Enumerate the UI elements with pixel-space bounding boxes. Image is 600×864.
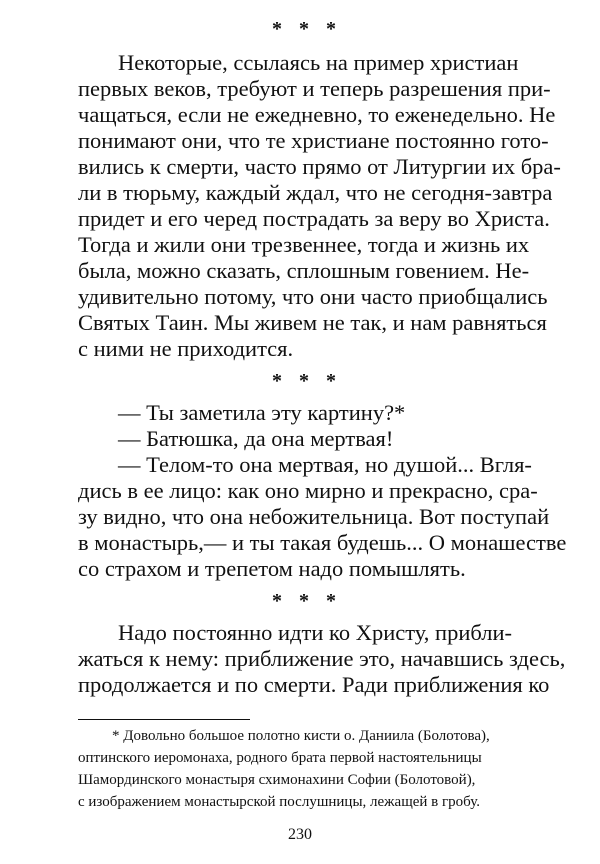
text-line: понимают они, что те христиане постоянно гото- <box>78 128 549 153</box>
text-line: Тогда и жили они трезвеннее, тогда и жизнь их <box>78 232 530 257</box>
text-line: со страхом и трепетом надо помышлять. <box>78 556 466 581</box>
text-line: Надо постоянно идти ко Христу, прибли- <box>118 620 513 645</box>
text-line: продолжается и по смерти. Ради приближения ко <box>78 672 550 697</box>
text-line: Некоторые, ссылаясь на пример христиан <box>118 50 519 75</box>
text-line: — Ты заметила эту картину?* <box>118 400 406 425</box>
page-number: 230 <box>288 826 312 843</box>
section-separator: * * * <box>272 18 342 40</box>
text-line: дись в ее лицо: как оно мирно и прекрасно, сра- <box>78 478 538 503</box>
text-line: чащаться, если не ежедневно, то еженедельно. Не <box>78 102 556 127</box>
text-line: придет и его черед пострадать за веру во Христа. <box>78 206 550 231</box>
footnote-line: * Довольно большое полотно кисти о. Даниила (Болотова), <box>112 728 490 744</box>
section-separator: * * * <box>272 590 342 612</box>
text-line: Святых Таин. Мы живем не так, и нам равняться <box>78 310 547 335</box>
text-line: — Телом-то она мертвая, но душой... Вгля- <box>118 452 532 477</box>
text-line: — Батюшка, да она мертвая! <box>118 426 394 451</box>
text-line: вились к смерти, часто прямо от Литургии их бра- <box>78 154 561 179</box>
footnote-line: Шамординского монастыря схимонахини Софии (Болотовой), <box>78 772 476 788</box>
text-line: в монастырь,— и ты такая будешь... О монашестве <box>78 530 567 555</box>
text-line: была, можно сказать, сплошным говением. Не- <box>78 258 530 283</box>
text-line: жаться к нему: приближение это, начавшись здесь, <box>78 646 566 671</box>
text-line: первых веков, требуют и теперь разрешения при- <box>78 76 551 101</box>
footnote-line: оптинского иеромонаха, родного брата первой настоятельницы <box>78 750 482 766</box>
footnote-rule <box>78 719 250 720</box>
footnote-line: с изображением монастырской послушницы, лежащей в гробу. <box>78 794 480 810</box>
text-line: удивительно потому, что они часто приобщались <box>78 284 548 309</box>
text-line: зу видно, что она небожительница. Вот поступай <box>78 504 550 529</box>
text-line: ли в тюрьму, каждый ждал, что не сегодня-завтра <box>78 180 553 205</box>
text-line: с ними не приходится. <box>78 336 294 361</box>
section-separator: * * * <box>272 370 342 392</box>
